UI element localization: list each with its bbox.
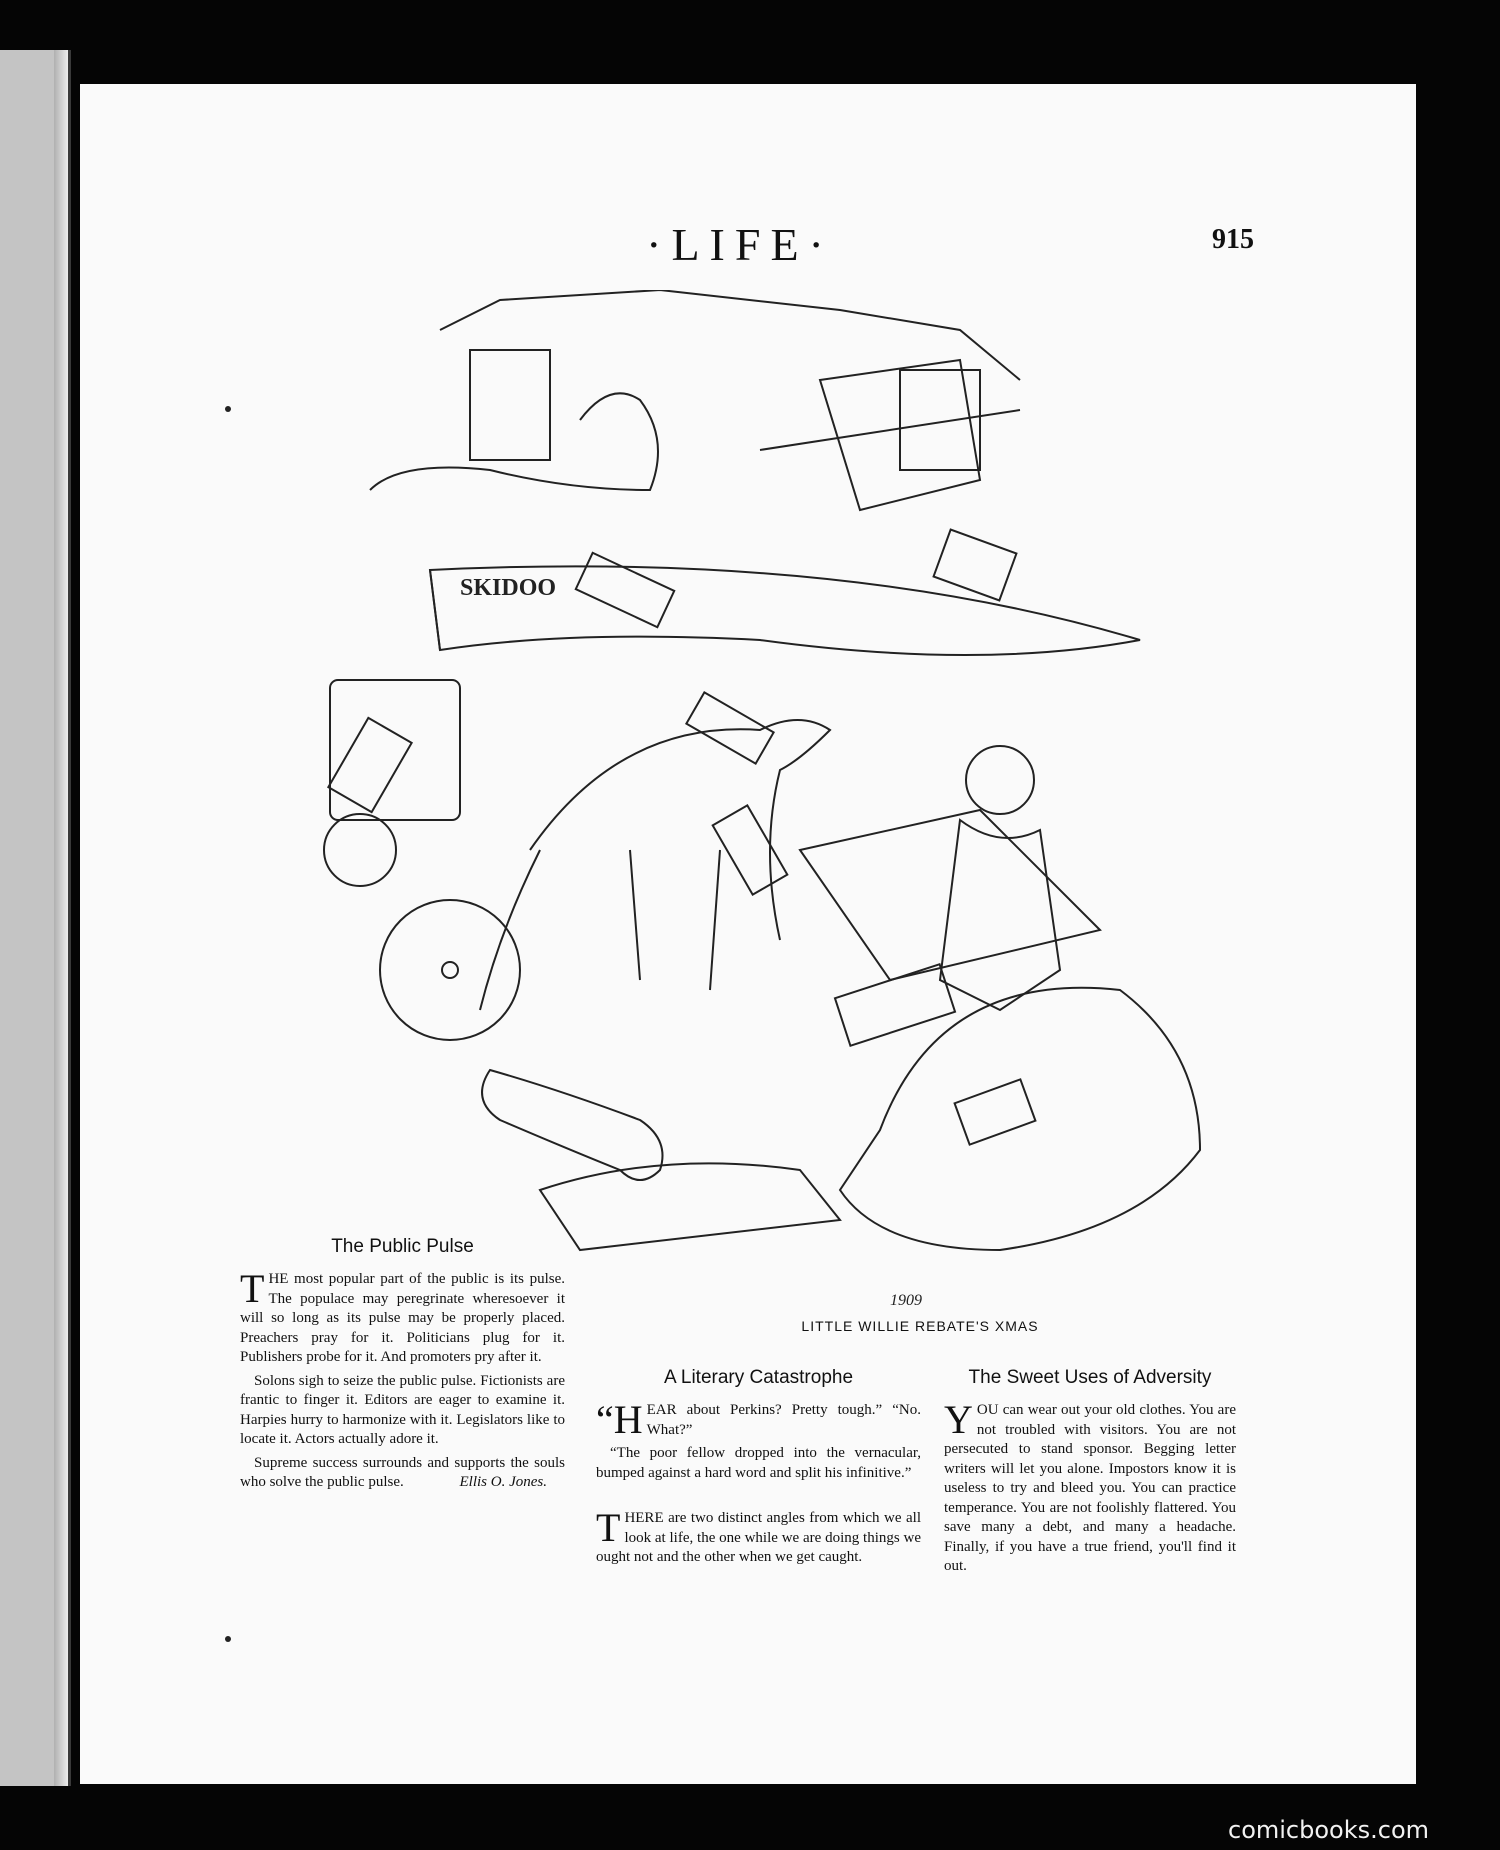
illustration-caption: LITTLE WILLIE REBATE'S XMAS	[801, 1318, 1039, 1334]
article-paragraph: Supreme success surrounds and supports the souls who solve the public pulse. Ellis O. Jones.	[240, 1454, 565, 1493]
ink-speck	[225, 406, 231, 412]
drop-cap: “H	[596, 1397, 643, 1442]
artist-signature: 1909	[890, 1292, 922, 1309]
article-paragraph: YOU can wear out your old clothes. You are not troubled with visitors. You are not persecuted to stand sponsor. Begging letter writers will let you alone. Impostors know it is useless to try and bleed you. You can practice temperance. You are not foolishly flattered. You save many a debt, and many a headache. Finally, if you have a true friend, you'll find it out.	[944, 1397, 1236, 1574]
article-sweet-uses-of-adversity	[944, 1367, 1236, 1581]
cartoon-illustration	[240, 290, 1280, 1270]
article-title: The Sweet Uses of Adversity	[968, 1367, 1212, 1388]
article-public-pulse	[240, 1236, 565, 1497]
byline: Ellis O. Jones.	[459, 1474, 547, 1490]
article-paragraph: THERE are two distinct angles from which we all look at life, the one while we are doing things we ought not and the other when we get caught.	[596, 1505, 921, 1565]
site-watermark: comicbooks.com	[1228, 1816, 1430, 1844]
drop-cap: T	[596, 1505, 621, 1550]
article-paragraph: “The poor fellow dropped into the vernacular, bumped against a hard word and split his infinitive.”	[596, 1445, 921, 1481]
article-title: A Literary Catastrophe	[663, 1367, 854, 1388]
boat-name: SKIDOO	[460, 575, 557, 601]
masthead: ·LIFE·	[646, 219, 834, 270]
page-gutter	[54, 50, 68, 1786]
drop-cap: T	[240, 1266, 265, 1311]
article-title: The Public Pulse	[331, 1236, 474, 1257]
article-paragraph: “HEAR about Perkins? Pretty tough.” “No. What?”	[596, 1397, 921, 1442]
article-paragraph: Solons sigh to seize the public pulse. Fictionists are frantic to finger it. Editors are eager to examine it. Harpies hurry to harmonize with it. Legislators like to locate it. Actors actually adore it.	[240, 1372, 565, 1447]
article-literary-catastrophe	[596, 1367, 921, 1572]
ink-speck	[225, 1636, 231, 1642]
page-number: 915	[1212, 224, 1254, 255]
drop-cap: Y	[944, 1397, 973, 1442]
article-paragraph: THE most popular part of the public is its pulse. The populace may peregrinate wheresoever it will so long as its pulse may be properly placed. Preachers pray for it. Politicians plug for it. Publishers probe for it. And promoters pry after it.	[240, 1266, 565, 1365]
